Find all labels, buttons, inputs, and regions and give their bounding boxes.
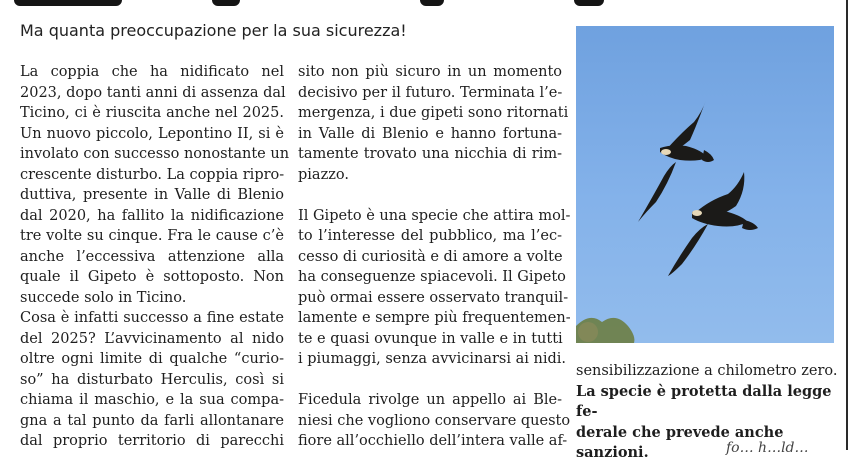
text-line: cesso di curiosità e di amore a volte [298,248,563,265]
text-line: i piumaggi, senza avvicinarsi ai nidi. [298,351,566,367]
text-line: dal 2020, ha fallito la nidificazione [20,207,284,224]
text-line: Ficedula rivolge un appello ai Ble- [298,392,562,408]
text-line: La coppia che ha nidificato nel [20,64,284,80]
text-line: niesi che vogliono conservare questo [298,412,571,429]
text-line: 2023, dopo tanti anni di assenza dal [20,84,286,101]
text-line: dal proprio territorio di parecchi [20,433,284,449]
text-line: del 2025? L’avvicinamento al nido [20,330,284,347]
text-line: lamente e sempre più frequentemen- [298,310,571,326]
text-line: gna a tal punto da farli allontanare [20,412,284,429]
caption-line: sensibilizzazione a chilometro zero. [576,363,838,379]
caption-bold-line: derale che prevede anche sanzioni. [576,423,784,461]
headline-cut-off [0,0,850,6]
article-column-2 [298,62,571,452]
text-line: Ticino, ci è riuscita anche nel 2025. [20,105,284,121]
text-line: decisivo per il futuro. Terminata l’e- [298,84,563,101]
text-line: ha conseguenze spiacevoli. Il Gipeto [298,269,566,285]
text-line: oltre ogni limite di qualche “curio- [20,351,284,367]
page-edge-rule [846,0,848,450]
text-line: succede solo in Ticino. [20,289,187,306]
text-line: quale il Gipeto è sottoposto. Non [20,269,284,285]
text-line: anche l’eccessiva attenzione alla [20,248,284,265]
text-line: in Valle di Blenio e hanno fortuna- [298,125,562,142]
text-line: Un nuovo piccolo, Lepontino II, si è [20,125,284,142]
text-line: piazzo. [298,166,349,183]
text-line: crescente disturbo. La coppia ripro- [20,166,285,183]
text-line: Cosa è infatti successo a fine estate [20,310,284,326]
article-subtitle: Ma quanta preoccupazione per la sua sicurezza! [20,21,407,40]
text-line: duttiva, presente in Valle di Blenio [20,187,284,203]
text-line: fiore all’occhiello dell’intera valle af- [298,433,568,449]
caption-bold-line: La specie è protetta dalla legge fe- [576,382,832,420]
text-line: involato con successo nonostante un [20,146,290,162]
text-line: to l’interesse del pubblico, ma l’ec- [298,228,562,244]
text-line: chiama il maschio, e la sua compa- [20,392,284,408]
author-signature: fo… h…ld… [726,440,809,456]
text-line: so” ha disturbato Herculis, così si [20,371,284,388]
text-line: tre volte su cinque. Fra le cause c’è [20,228,284,244]
text-line: sito non più sicuro in un momento [298,64,562,80]
vultures-photo [576,26,834,343]
text-line: te e quasi ovunque in valle e in tutti [298,330,563,347]
text-line: Il Gipeto è una specie che attira mol- [298,207,571,224]
bearded-vultures-image [576,26,834,343]
text-line: può ormai essere osservato tranquil- [298,289,569,306]
text-line: tamente trovato una nicchia di rim- [298,146,562,162]
text-line: mergenza, i due gipeti sono ritornati [298,105,569,121]
article-column-1 [20,62,290,452]
